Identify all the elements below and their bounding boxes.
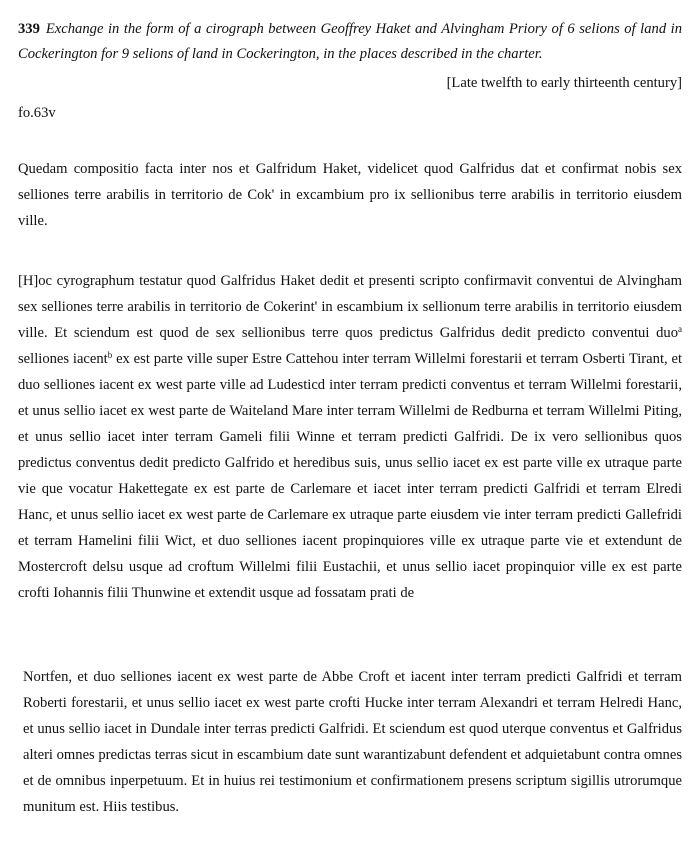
- entry-number: 339: [18, 21, 40, 37]
- entry-heading: [18, 17, 682, 67]
- charter-paragraph: [18, 268, 682, 606]
- charter-continuation-paragraph: Nortfen, et duo selliones iacent ex west parte de Abbe Croft et iacent inter terram predicti Galfridi et terram Roberti forestarii, et unus sellio iacet ex west parte crofti Hucke inter terram Alexandri et terram Helredi Hanc, et unus sellio iacet in Dundale inter terras predicti Galfridi. Et sciendum est quod uterque conventus et Galfridus alteri omnes predictas terras sicut in escambium date sunt warantizabunt defendent et adquietabunt contra omnes et de omnibus inperpetuum. Et in huius rei testimonium et confirmationem presens scriptum sigillis utrorumque munitum est. Hiis testibus.: [23, 669, 682, 815]
- charter-text-part-3: ex est parte ville super Estre Cattehou inter terram Willelmi forestarii et terram Osberti Tirant, et duo selliones iacent ex west parte ville ad Ludesticd inter terram predicti conventus et terram Willelmi forestarii, et unus sellio iacet ex west parte de Waiteland Mare inter terram Willelmi de Redburna et terram Willelmi Piting, et unus sellio iacet inter terram Gameli filii Winne et terram predicti Galfridi. De ix vero sellionibus quos predictus conventus dedit predicto Galfrido et heredibus suis, unus sellio iacet ex est parte ville ex utraque parte vie que vocatur Hakettegate ex est parte de Carlemare et iacet inter terram predicti Galfridi et terram Elredi Hanc, et unus sellio iacet ex west parte de Carlemare ex utraque parte eiusdem vie inter terram predicti Gallefridi et terram Hamelini filii Wict, et duo selliones iacent propinquiores ville ex utraque parte vie et extendunt de Mostercroft delsu usque ad croftum Willelmi filii Eustachii, et unus sellio iacet propinquior ville ex est parte crofti Iohannis filii Thunwine et extendit usque ad fossatam prati de: [18, 351, 682, 601]
- summary-paragraph: Quedam compositio facta inter nos et Galfridum Haket, videlicet quod Galfridus dat et confirmat nobis sex selliones terre arabilis in territorio de Cok' in excambium pro ix sellionibus terre arabilis in territorio eiusdem ville.: [18, 161, 682, 229]
- entry-title: Exchange in the form of a cirograph between Geoffrey Haket and Alvingham Priory of 6 selions of land in Cockerington for 9 selions of land in Cockerington, in the places described in the charter.: [18, 21, 682, 62]
- folio-reference: fo.63v: [18, 105, 56, 121]
- footnote-marker-a: a: [678, 324, 682, 334]
- charter-text-part-2: selliones iacent: [18, 351, 108, 367]
- entry-date: [Late twelfth to early thirteenth century]: [446, 75, 682, 91]
- charter-text-part-1: [H]oc cyrographum testatur quod Galfridus Haket dedit et presenti scripto confirmavit conventui de Alvingham sex selliones terre arabilis in territorio de Cokerint' in escambium ix sellionum terre arabilis in territorio eiusdem ville. Et sciendum est quod de sex sellionibus terre quos predictus Galfridus dedit predicto conventui duo: [18, 273, 682, 341]
- footnote-marker-b: b: [107, 350, 113, 360]
